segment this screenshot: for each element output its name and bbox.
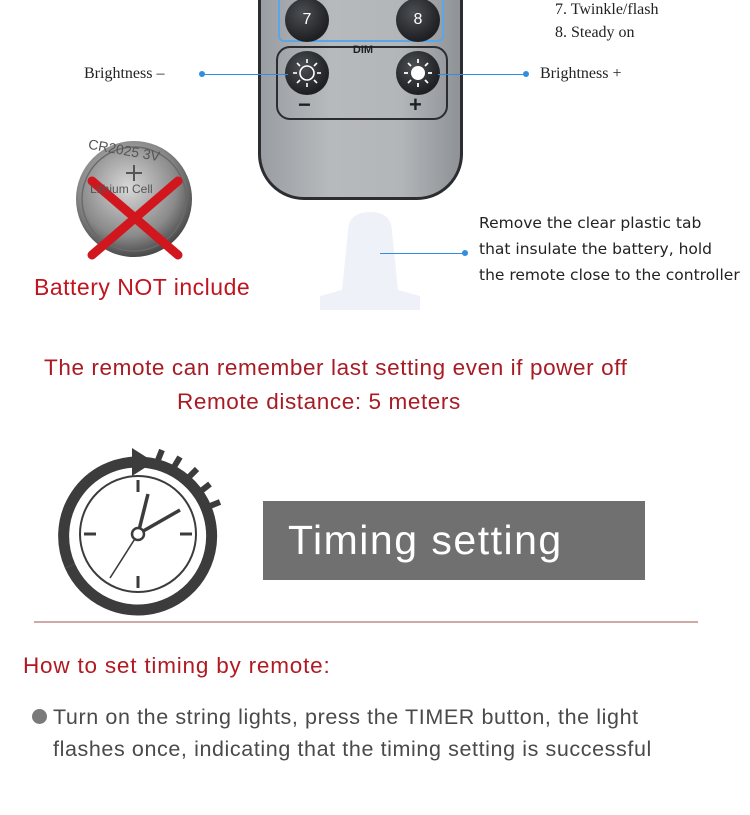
dim-label: DIM [352,44,374,56]
sun-bright-icon [401,56,435,90]
howto-step: Turn on the string lights, press the TIMER button, the light flashes once, indicating that the timing setting is successful [53,705,652,761]
tab-instruction [479,210,740,288]
section-divider [34,621,698,623]
mode-item: 7. Twinkle/flash [555,1,659,18]
tab-instruction-line: the remote close to the controller [479,266,740,284]
callout-line [202,74,288,75]
callout-line [438,74,526,75]
brightness-plus-label: Brightness + [540,65,622,82]
memory-note: The remote can remember last setting even if power off [44,355,628,380]
bullet-icon [32,709,47,724]
battery-note: Battery NOT include [34,274,251,300]
distance-note: Remote distance: 5 meters [177,389,461,414]
brightness-up-button [396,51,440,95]
callout-dot [462,250,468,256]
timing-setting-banner [263,501,645,580]
tab-instruction-line: that insulate the battery, hold [479,240,713,258]
remote-button-8: 8 [396,0,440,42]
plus-sign: + [409,92,422,117]
timing-setting-title: Timing setting [288,517,563,563]
howto-heading: How to set timing by remote: [23,653,331,678]
sun-dim-icon [290,56,324,90]
mode-list [555,0,658,44]
coin-battery-text: CR2025 3V [87,135,162,165]
callout-dot [523,71,529,77]
plastic-tab-icon [318,212,422,312]
mode-item: 8. Steady on [555,24,635,41]
coin-battery-subtext: Lithium Cell [90,182,153,196]
tab-instruction-line: Remove the clear plastic tab [479,214,702,232]
minus-sign: − [298,92,311,117]
clock-icon [52,446,224,618]
brightness-down-button [285,51,329,95]
callout-line [380,253,464,254]
brightness-minus-label: Brightness – [84,65,165,82]
remote-button-7: 7 [285,0,329,42]
